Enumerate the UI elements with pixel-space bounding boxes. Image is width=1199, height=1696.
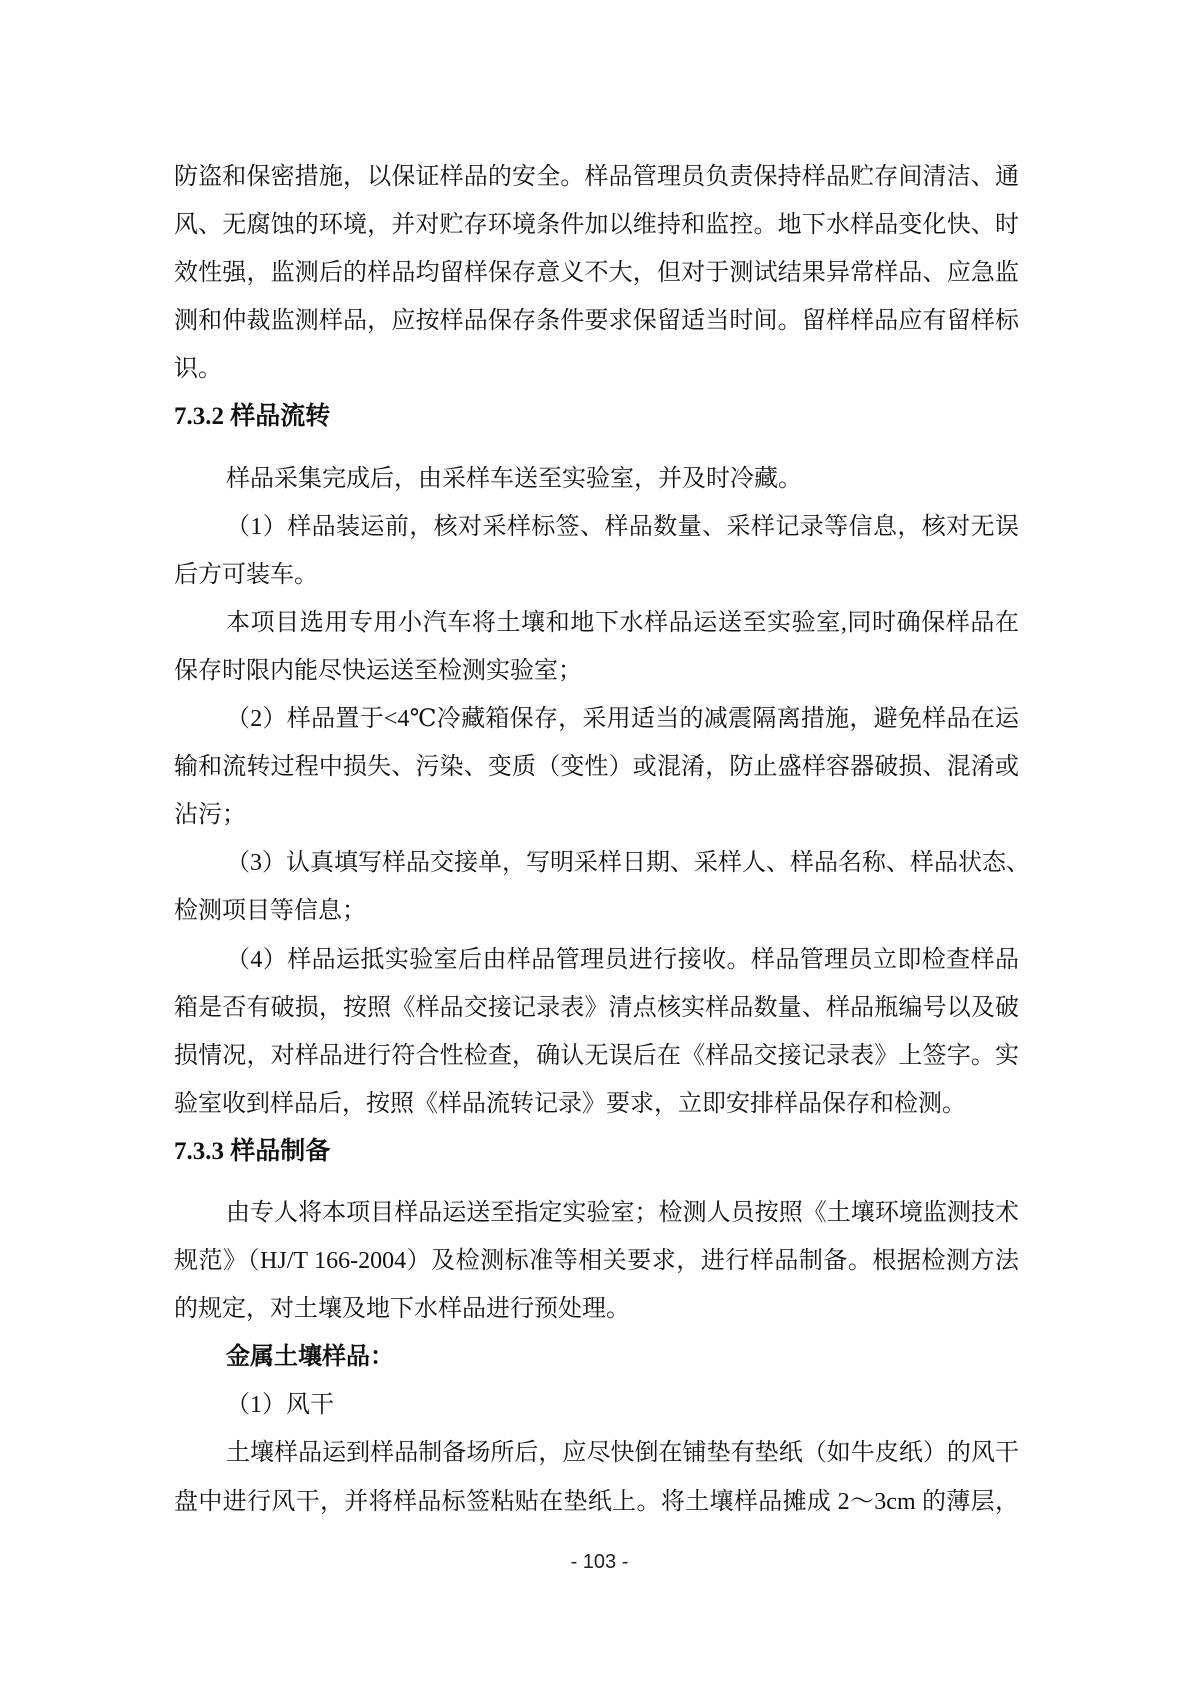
text-line: 检测项目等信息； xyxy=(174,898,366,925)
text-line: （4）样品运抵实验室后由样品管理员进行接收。样品管理员立即检查样品 xyxy=(226,946,1019,973)
text-line: 规范》（HJ/T 166-2004）及检测标准等相关要求，进行样品制备。根据检测方法 xyxy=(174,1248,1019,1275)
page-number: - 103 - xyxy=(570,1551,629,1573)
text-line: 保存时限内能尽快运送至检测实验室； xyxy=(174,657,582,684)
text-line: 样品采集完成后，由采样车送至实验室，并及时冷藏。 xyxy=(226,465,802,492)
text-line: 验室收到样品后，按照《样品流转记录》要求，立即安排样品保存和检测。 xyxy=(174,1090,966,1117)
text-line: 后方可装车。 xyxy=(174,561,318,588)
section-heading-7-3-2: 7.3.2 样品流转 xyxy=(174,403,331,431)
text-line: （3）认真填写样品交接单，写明采样日期、采样人、样品名称、样品状态、 xyxy=(226,850,1030,877)
page-body-text xyxy=(174,153,1030,1526)
text-line: 土壤样品运到样品制备场所后，应尽快倒在铺垫有垫纸（如牛皮纸）的风干 xyxy=(226,1440,1019,1467)
section-heading-7-3-3: 7.3.3 样品制备 xyxy=(174,1137,331,1165)
text-line: 输和流转过程中损失、污染、变质（变性）或混淆，防止盛样容器破损、混淆或 xyxy=(174,754,1019,781)
text-line: 由专人将本项目样品运送至指定实验室；检测人员按照《土壤环境监测技术 xyxy=(226,1199,1019,1226)
text-line: 测和仲裁监测样品，应按样品保存条件要求保留适当时间。留样样品应有留样标 xyxy=(174,308,1019,335)
text-line: 风、无腐蚀的环境，并对贮存环境条件加以维持和监控。地下水样品变化快、时 xyxy=(174,212,1019,239)
text-line: 本项目选用专用小汽车将土壤和地下水样品运送至实验室,同时确保样品在 xyxy=(226,609,1019,636)
text-line: （1）样品装运前，核对采样标签、样品数量、采样记录等信息，核对无误 xyxy=(226,513,1019,540)
text-line: 识。 xyxy=(174,356,222,383)
text-line: 箱是否有破损，按照《样品交接记录表》清点核实样品数量、样品瓶编号以及破 xyxy=(174,994,1019,1021)
subheading-metal-soil-samples: 金属土壤样品： xyxy=(226,1344,394,1371)
text-line: 损情况，对样品进行符合性检查，确认无误后在《样品交接记录表》上签字。实 xyxy=(174,1042,1019,1069)
text-line: 沾污； xyxy=(174,802,246,829)
text-line: （1）风干 xyxy=(226,1392,334,1419)
text-line: 盘中进行风干，并将样品标签粘贴在垫纸上。将土壤样品摊成 2～3cm 的薄层， xyxy=(174,1488,1019,1515)
text-line: （2）样品置于<4℃冷藏箱保存，采用适当的减震隔离措施，避免样品在运 xyxy=(226,706,1019,733)
text-line: 的规定，对土壤及地下水样品进行预处理。 xyxy=(174,1296,630,1323)
text-line: 防盗和保密措施，以保证样品的安全。样品管理员负责保持样品贮存间清洁、通 xyxy=(174,164,1019,190)
text-line: 效性强，监测后的样品均留样保存意义不大，但对于测试结果异常样品、应急监 xyxy=(174,260,1019,287)
